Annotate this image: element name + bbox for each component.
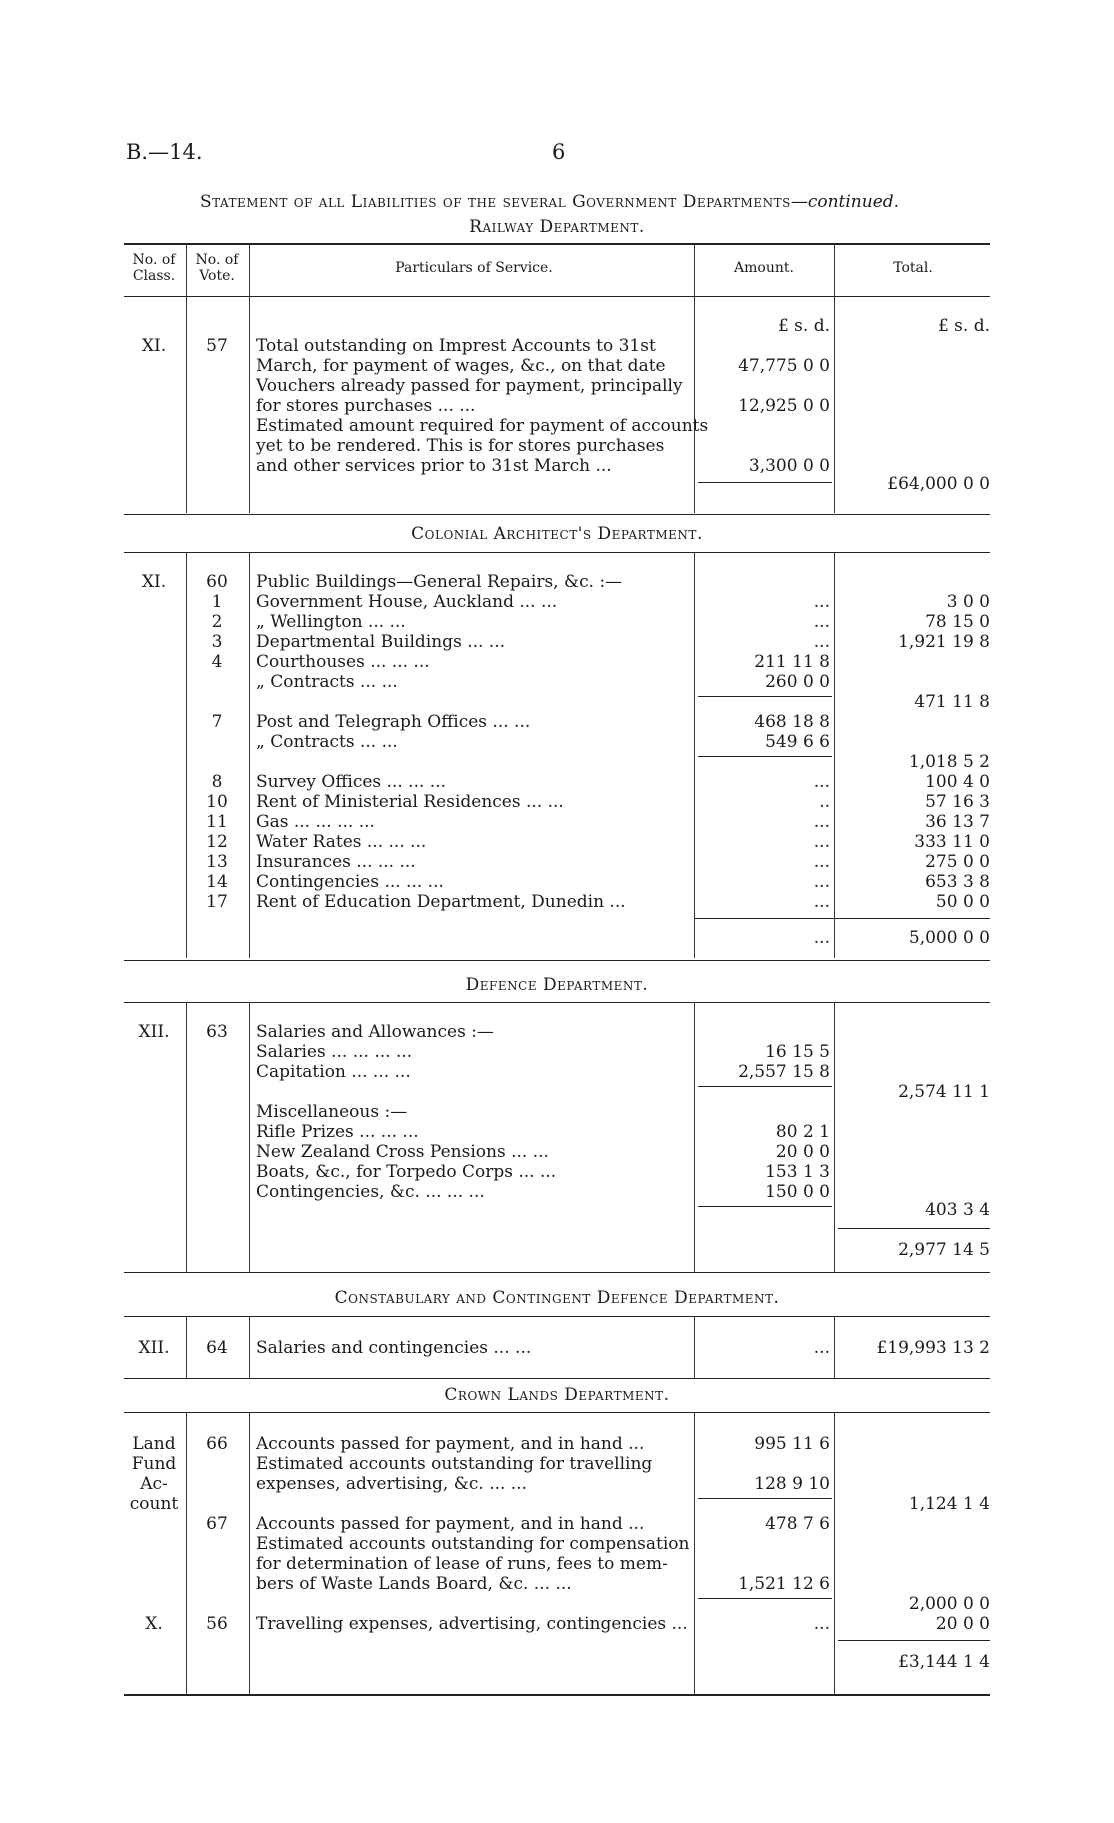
architect-heading: Colonial Architect's Department. <box>411 524 703 544</box>
crown-amount: 128 9 10 <box>754 1474 830 1494</box>
architect-total: 36 13 7 <box>925 812 990 832</box>
architect-item: „ Contracts ... ... <box>256 732 398 752</box>
crown-amount: 478 7 6 <box>765 1514 830 1534</box>
architect-item: Public Buildings—General Repairs, &c. :— <box>256 572 623 592</box>
defence-item: Rifle Prizes ... ... ... <box>256 1122 419 1142</box>
architect-vote: 1 <box>211 592 223 612</box>
statement-title <box>200 192 899 212</box>
architect-amount: ... <box>813 612 830 632</box>
crown-item: Estimated accounts outstanding for compensation <box>256 1534 690 1554</box>
architect-total: 1,921 19 8 <box>898 632 990 652</box>
architect-vote: 8 <box>211 772 223 792</box>
architect-item: Courthouses ... ... ... <box>256 652 430 672</box>
architect-item: Rent of Ministerial Residences ... ... <box>256 792 564 812</box>
sum-rule <box>698 1498 832 1499</box>
crown-divider <box>694 1412 695 1694</box>
statement-title-main: Statement of all Liabilities of the several Government Departments <box>200 192 791 212</box>
architect-vote: 12 <box>206 832 228 852</box>
section-rule <box>124 552 990 553</box>
architect-vote: 17 <box>206 892 228 912</box>
architect-amount: ... <box>813 632 830 652</box>
architect-item: Rent of Education Department, Dunedin ... <box>256 892 626 912</box>
defence-item: Miscellaneous :— <box>256 1102 408 1122</box>
architect-total: 1,018 5 2 <box>908 752 990 772</box>
railway-line: Estimated amount required for payment of accounts <box>256 416 709 436</box>
defence-vote: 63 <box>206 1022 228 1042</box>
crown-class-line: count <box>129 1494 179 1514</box>
architect-total: 57 16 3 <box>925 792 990 812</box>
defence-amount: 2,557 15 8 <box>738 1062 830 1082</box>
defence-amount: 16 15 5 <box>765 1042 830 1062</box>
defence-divider <box>249 1002 250 1272</box>
constabulary-heading: Constabulary and Contingent Defence Department. <box>334 1288 780 1308</box>
railway-line: March, for payment of wages, &c., on that date <box>256 356 666 376</box>
crown-total: 20 0 0 <box>935 1614 990 1634</box>
section-rule <box>124 1002 990 1003</box>
architect-item: Water Rates ... ... ... <box>256 832 427 852</box>
railway-class: XI. <box>141 336 167 356</box>
constabulary-amount: ... <box>813 1338 830 1358</box>
defence-amount: 153 1 3 <box>765 1162 830 1182</box>
defence-item: Salaries and Allowances :— <box>256 1022 494 1042</box>
section-rule <box>124 1378 990 1379</box>
railway-amount: 3,300 0 0 <box>748 456 830 476</box>
architect-amount: ... <box>813 852 830 872</box>
architect-amount: ... <box>813 592 830 612</box>
crown-item: Travelling expenses, advertising, contingencies ... <box>256 1614 688 1634</box>
sum-rule <box>698 482 832 483</box>
constabulary-vote: 64 <box>206 1338 228 1358</box>
architect-vote: 60 <box>206 572 228 592</box>
page-number: 6 <box>552 140 566 164</box>
constabulary-divider <box>694 1316 695 1378</box>
total-units: £ s. d. <box>937 316 990 336</box>
railway-divider <box>834 243 835 513</box>
architect-vote: 3 <box>211 632 223 652</box>
railway-heading: Railway Department. <box>469 217 645 237</box>
defence-divider <box>834 1002 835 1272</box>
col-header-particulars: Particulars of Service. <box>395 260 553 276</box>
crown-amount: ... <box>813 1614 830 1634</box>
architect-item: Gas ... ... ... ... <box>256 812 375 832</box>
crown-item: bers of Waste Lands Board, &c. ... ... <box>256 1574 572 1594</box>
sum-rule <box>838 1640 990 1641</box>
architect-grand-amount: ... <box>813 928 830 948</box>
section-rule <box>124 1316 990 1317</box>
architect-total: 78 15 0 <box>925 612 990 632</box>
architect-divider <box>834 552 835 958</box>
architect-item: „ Wellington ... ... <box>256 612 406 632</box>
col-header-vote: No. of Vote. <box>195 252 239 284</box>
page-reference: B.—14. <box>126 140 203 164</box>
architect-vote: 11 <box>206 812 228 832</box>
architect-amount: 549 6 6 <box>765 732 830 752</box>
railway-amount: 12,925 0 0 <box>738 396 830 416</box>
section-rule <box>124 1412 990 1413</box>
architect-total: 275 0 0 <box>925 852 990 872</box>
architect-item: Post and Telegraph Offices ... ... <box>256 712 531 732</box>
architect-item: Departmental Buildings ... ... <box>256 632 506 652</box>
architect-grand-total: 5,000 0 0 <box>908 928 990 948</box>
railway-line: for stores purchases ... ... <box>256 396 476 416</box>
architect-item: Contingencies ... ... ... <box>256 872 444 892</box>
sum-rule <box>694 918 990 919</box>
crown-divider <box>186 1412 187 1694</box>
section-rule <box>124 960 990 961</box>
crown-divider <box>249 1412 250 1694</box>
architect-amount: ... <box>813 772 830 792</box>
sum-rule <box>698 1086 832 1087</box>
architect-amount: 260 0 0 <box>765 672 830 692</box>
section-rule <box>124 1272 990 1273</box>
defence-class: XII. <box>138 1022 170 1042</box>
header-bottom-rule <box>124 296 990 297</box>
constabulary-total: £19,993 13 2 <box>876 1338 990 1358</box>
railway-divider <box>249 243 250 513</box>
constabulary-divider <box>834 1316 835 1378</box>
defence-amount: 20 0 0 <box>775 1142 830 1162</box>
architect-vote: 14 <box>206 872 228 892</box>
architect-amount: 211 11 8 <box>754 652 830 672</box>
crown-item: Estimated accounts outstanding for travelling <box>256 1454 653 1474</box>
statement-title-suffix: —continued. <box>790 192 900 212</box>
crown-item: Accounts passed for payment, and in hand ... <box>256 1434 645 1454</box>
architect-item: Survey Offices ... ... ... <box>256 772 446 792</box>
architect-amount: 468 18 8 <box>754 712 830 732</box>
defence-subtotal: 2,574 11 1 <box>898 1082 990 1102</box>
architect-class: XI. <box>141 572 167 592</box>
crown-vote: 66 <box>206 1434 228 1454</box>
defence-item: Boats, &c., for Torpedo Corps ... ... <box>256 1162 557 1182</box>
sum-rule <box>698 1598 832 1599</box>
crown-total: 2,000 0 0 <box>908 1594 990 1614</box>
architect-divider <box>694 552 695 958</box>
amount-units: £ s. d. <box>777 316 830 336</box>
crown-class-line: Fund <box>131 1454 177 1474</box>
crown-amount: 995 11 6 <box>754 1434 830 1454</box>
defence-subtotal: 403 3 4 <box>925 1200 990 1220</box>
defence-item: Salaries ... ... ... ... <box>256 1042 413 1062</box>
col-header-total: Total. <box>893 260 933 276</box>
crown-item: for determination of lease of runs, fees to mem- <box>256 1554 668 1574</box>
crown-vote: 67 <box>206 1514 228 1534</box>
defence-amount: 80 2 1 <box>775 1122 830 1142</box>
col-header-class: No. of Class. <box>132 252 176 284</box>
architect-amount: ... <box>813 832 830 852</box>
sum-rule <box>838 1228 990 1229</box>
crown-heading: Crown Lands Department. <box>444 1385 670 1405</box>
architect-divider <box>249 552 250 958</box>
architect-vote: 10 <box>206 792 228 812</box>
defence-item: New Zealand Cross Pensions ... ... <box>256 1142 549 1162</box>
defence-divider <box>186 1002 187 1272</box>
architect-vote: 13 <box>206 852 228 872</box>
crown-amount: 1,521 12 6 <box>738 1574 830 1594</box>
architect-amount: ... <box>813 812 830 832</box>
architect-item: Insurances ... ... ... <box>256 852 416 872</box>
architect-amount: ... <box>813 872 830 892</box>
constabulary-divider <box>249 1316 250 1378</box>
defence-item: Capitation ... ... ... <box>256 1062 411 1082</box>
railway-total: £64,000 0 0 <box>887 474 990 494</box>
crown-item: expenses, advertising, &c. ... ... <box>256 1474 528 1494</box>
sum-rule <box>698 1206 832 1207</box>
sum-rule <box>698 756 832 757</box>
crown-divider <box>834 1412 835 1694</box>
defence-heading: Defence Department. <box>465 975 649 995</box>
architect-amount: ... <box>813 892 830 912</box>
architect-total: 3 0 0 <box>946 592 990 612</box>
table-bottom-rule <box>124 1694 990 1696</box>
constabulary-item: Salaries and contingencies ... ... <box>256 1338 532 1358</box>
col-header-amount: Amount. <box>734 260 794 276</box>
architect-item: „ Contracts ... ... <box>256 672 398 692</box>
defence-amount: 150 0 0 <box>765 1182 830 1202</box>
table-top-rule <box>124 243 990 245</box>
crown-class-line: Ac- <box>140 1474 168 1494</box>
architect-total: 471 11 8 <box>914 692 990 712</box>
section-rule <box>124 514 990 515</box>
railway-amount: 47,775 0 0 <box>738 356 830 376</box>
defence-grand-total: 2,977 14 5 <box>898 1240 990 1260</box>
architect-vote: 2 <box>211 612 223 632</box>
railway-line: Total outstanding on Imprest Accounts to 31st <box>256 336 656 356</box>
architect-vote: 7 <box>211 712 223 732</box>
crown-class-line: Land <box>132 1434 176 1454</box>
architect-total: 333 11 0 <box>914 832 990 852</box>
crown-class: X. <box>145 1614 163 1634</box>
crown-total: 1,124 1 4 <box>908 1494 990 1514</box>
constabulary-class: XII. <box>138 1338 170 1358</box>
architect-vote: 4 <box>211 652 223 672</box>
railway-line: yet to be rendered. This is for stores purchases <box>256 436 665 456</box>
architect-total: 100 4 0 <box>925 772 990 792</box>
railway-vote: 57 <box>206 336 228 356</box>
railway-divider <box>186 243 187 513</box>
railway-divider <box>694 243 695 513</box>
architect-total: 50 0 0 <box>935 892 990 912</box>
architect-amount: .. <box>819 792 830 812</box>
crown-item: Accounts passed for payment, and in hand ... <box>256 1514 645 1534</box>
railway-line: Vouchers already passed for payment, principally <box>256 376 683 396</box>
railway-line: and other services prior to 31st March ... <box>256 456 612 476</box>
sum-rule <box>698 696 832 697</box>
crown-grand-total: £3,144 1 4 <box>898 1652 990 1672</box>
architect-total: 653 3 8 <box>925 872 990 892</box>
defence-item: Contingencies, &c. ... ... ... <box>256 1182 485 1202</box>
architect-item: Government House, Auckland ... ... <box>256 592 558 612</box>
crown-vote: 56 <box>206 1614 228 1634</box>
defence-divider <box>694 1002 695 1272</box>
